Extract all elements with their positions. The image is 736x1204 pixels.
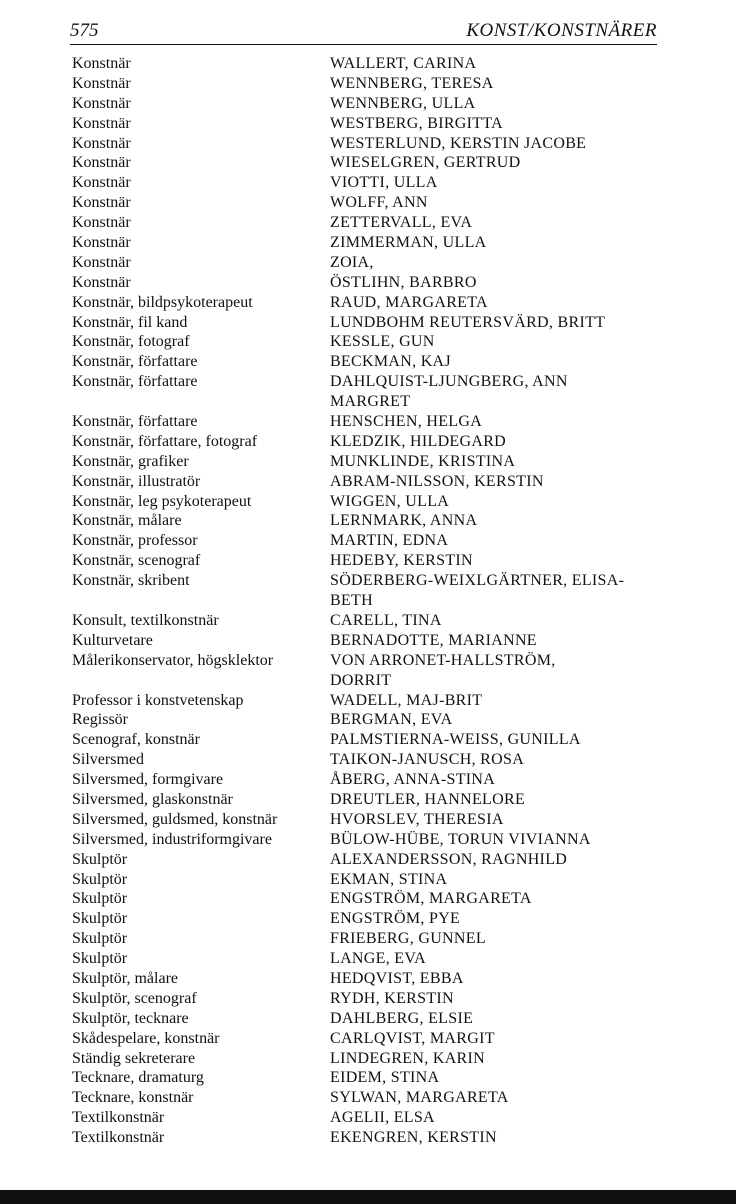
person-name: ÅBERG, ANNA-STINA [330, 771, 496, 789]
occupation: Ständig sekreterare [72, 1049, 196, 1067]
occupation: Konstnär [72, 114, 131, 132]
list-item [72, 392, 672, 412]
person-name: BERNADOTTE, MARIANNE [330, 631, 537, 649]
occupation: Regissör [72, 711, 128, 729]
occupation: Skulptör [72, 910, 128, 928]
occupation: Konstnär, författare [72, 373, 198, 391]
person-name: KLEDZIK, HILDEGARD [330, 432, 507, 450]
occupation: Skulptör, tecknare [72, 1009, 189, 1027]
person-name: MUNKLINDE, KRISTINA [330, 452, 516, 470]
person-name: WENNBERG, TERESA [330, 74, 494, 92]
occupation: Skulptör [72, 850, 128, 868]
occupation: Silversmed, guldsmed, konstnär [72, 810, 278, 828]
list-item [72, 273, 672, 293]
list-item [72, 74, 672, 94]
entry-list [72, 54, 672, 1148]
person-name: DAHLQUIST-LJUNGBERG, ANN [330, 373, 568, 391]
person-name: ALEXANDERSSON, RAGNHILD [330, 850, 568, 868]
list-item [72, 770, 672, 790]
occupation: Professor i konstvetenskap [72, 691, 244, 709]
list-item [72, 1029, 672, 1049]
list-item [72, 750, 672, 770]
occupation: Konstnär, författare [72, 413, 198, 431]
occupation: Tecknare, dramaturg [72, 1069, 204, 1087]
list-item [72, 332, 672, 352]
list-item [72, 54, 672, 74]
list-item [72, 909, 672, 929]
occupation: Silversmed, glaskonstnär [72, 790, 233, 808]
person-name: EKMAN, STINA [330, 870, 448, 888]
occupation: Skådespelare, konstnär [72, 1029, 220, 1047]
list-item [72, 870, 672, 890]
list-item [72, 94, 672, 114]
occupation: Skulptör, målare [72, 969, 178, 987]
page-number: 575 [70, 20, 99, 41]
person-name: WESTBERG, BIRGITTA [330, 114, 503, 132]
list-item [72, 611, 672, 631]
person-name: DAHLBERG, ELSIE [330, 1009, 474, 1027]
list-item [72, 591, 672, 611]
occupation: Målerikonservator, högsklektor [72, 651, 274, 669]
person-name: SYLWAN, MARGARETA [330, 1089, 509, 1107]
list-item [72, 571, 672, 591]
occupation: Konstnär [72, 234, 131, 252]
person-name: MARTIN, EDNA [330, 532, 449, 550]
person-name: EIDEM, STINA [330, 1069, 440, 1087]
occupation: Konstnär [72, 174, 131, 192]
page-header [70, 18, 657, 45]
person-name: EKENGREN, KERSTIN [330, 1129, 497, 1147]
person-name: AGELII, ELSA [330, 1109, 435, 1127]
person-name: FRIEBERG, GUNNEL [330, 930, 486, 948]
person-name: LERNMARK, ANNA [330, 512, 478, 530]
person-name: KESSLE, GUN [330, 333, 435, 351]
person-name: DORRIT [330, 671, 392, 689]
person-name: BECKMAN, KAJ [330, 353, 451, 371]
list-item [72, 949, 672, 969]
occupation: Tecknare, konstnär [72, 1089, 194, 1107]
list-item [72, 1108, 672, 1128]
list-item [72, 551, 672, 571]
list-item [72, 472, 672, 492]
occupation: Konstnär, författare, fotograf [72, 432, 258, 450]
list-item [72, 213, 672, 233]
person-name: BÜLOW-HÜBE, TORUN VIVIANNA [330, 830, 591, 848]
list-item [72, 889, 672, 909]
occupation: Textilkonstnär [72, 1129, 165, 1147]
occupation: Konstnär, författare [72, 353, 198, 371]
list-item [72, 193, 672, 213]
person-name: ABRAM-NILSSON, KERSTIN [330, 472, 544, 490]
occupation: Konstnär [72, 134, 131, 152]
occupation: Skulptör [72, 930, 128, 948]
occupation: Kulturvetare [72, 631, 153, 649]
person-name: BERGMAN, EVA [330, 711, 453, 729]
person-name: ZETTERVALL, EVA [330, 214, 473, 232]
occupation: Skulptör [72, 950, 128, 968]
list-item [72, 253, 672, 273]
person-name: SÖDERBERG-WEIXLGÄRTNER, ELISA- [330, 572, 625, 590]
person-name: WOLFF, ANN [330, 194, 428, 212]
person-name: TAIKON-JANUSCH, ROSA [330, 751, 525, 769]
person-name: MARGRET [330, 393, 411, 411]
list-item [72, 313, 672, 333]
list-item [72, 810, 672, 830]
list-item [72, 850, 672, 870]
list-item [72, 790, 672, 810]
person-name: VON ARRONET-HALLSTRÖM, [330, 651, 556, 669]
list-item [72, 233, 672, 253]
list-item [72, 730, 672, 750]
occupation: Konstnär, målare [72, 512, 182, 530]
occupation: Konstnär [72, 55, 131, 72]
person-name: HVORSLEV, THERESIA [330, 810, 504, 828]
occupation: Textilkonstnär [72, 1109, 165, 1127]
list-item [72, 929, 672, 949]
occupation: Konstnär, fil kand [72, 313, 188, 331]
occupation: Konstnär, fotograf [72, 333, 190, 351]
person-name: LANGE, EVA [330, 950, 427, 968]
person-name: RYDH, KERSTIN [330, 989, 454, 1007]
occupation: Skulptör [72, 890, 128, 908]
person-name: ENGSTRÖM, PYE [330, 910, 461, 928]
list-item [72, 631, 672, 651]
list-item [72, 710, 672, 730]
list-item [72, 1068, 672, 1088]
occupation: Konstnär, professor [72, 532, 198, 550]
list-item [72, 691, 672, 711]
person-name: WADELL, MAJ-BRIT [330, 691, 483, 709]
occupation: Konstnär [72, 94, 131, 112]
person-name: ZOIA, [330, 253, 374, 271]
occupation: Silversmed, formgivare [72, 771, 224, 789]
occupation: Scenograf, konstnär [72, 731, 200, 749]
bottom-border [0, 1190, 736, 1204]
occupation: Skulptör [72, 870, 128, 888]
running-title: KONST/KONSTNÄRER [466, 20, 657, 41]
list-item [72, 153, 672, 173]
person-name: WIESELGREN, GERTRUD [330, 154, 521, 172]
list-item [72, 1009, 672, 1029]
list-item [72, 1128, 672, 1148]
person-name: VIOTTI, ULLA [330, 174, 438, 192]
occupation: Konstnär [72, 273, 131, 291]
list-item [72, 671, 672, 691]
person-name: WENNBERG, ULLA [330, 94, 476, 112]
person-name: HEDEBY, KERSTIN [330, 552, 473, 570]
list-item [72, 293, 672, 313]
list-item [72, 452, 672, 472]
list-item [72, 352, 672, 372]
person-name: WIGGEN, ULLA [330, 492, 450, 510]
person-name: BETH [330, 592, 373, 610]
occupation: Silversmed [72, 751, 144, 769]
occupation: Konstnär, grafiker [72, 452, 189, 470]
occupation: Konstnär [72, 253, 131, 271]
list-item [72, 412, 672, 432]
list-item [72, 372, 672, 392]
list-item [72, 114, 672, 134]
person-name: ÖSTLIHN, BARBRO [330, 273, 477, 291]
occupation: Konstnär [72, 214, 131, 232]
occupation: Konstnär [72, 154, 131, 172]
occupation: Konstnär, illustratör [72, 472, 201, 490]
person-name: HEDQVIST, EBBA [330, 969, 464, 987]
list-item [72, 511, 672, 531]
person-name: WALLERT, CARINA [330, 55, 477, 72]
list-item [72, 651, 672, 671]
list-item [72, 173, 672, 193]
list-item [72, 1049, 672, 1069]
list-item [72, 432, 672, 452]
person-name: ENGSTRÖM, MARGARETA [330, 890, 532, 908]
occupation: Konstnär, bildpsykoterapeut [72, 293, 253, 311]
occupation: Konsult, textilkonstnär [72, 611, 219, 629]
person-name: ZIMMERMAN, ULLA [330, 234, 487, 252]
person-name: HENSCHEN, HELGA [330, 413, 483, 431]
person-name: RAUD, MARGARETA [330, 293, 488, 311]
occupation: Konstnär, leg psykoterapeut [72, 492, 252, 510]
person-name: LINDEGREN, KARIN [330, 1049, 486, 1067]
person-name: WESTERLUND, KERSTIN JACOBE [330, 134, 587, 152]
list-item [72, 531, 672, 551]
person-name: PALMSTIERNA-WEISS, GUNILLA [330, 731, 581, 749]
list-item [72, 989, 672, 1009]
list-item [72, 969, 672, 989]
person-name: LUNDBOHM REUTERSVÄRD, BRITT [330, 313, 606, 331]
list-item [72, 830, 672, 850]
occupation: Konstnär [72, 74, 131, 92]
occupation: Konstnär [72, 194, 131, 212]
list-item [72, 1088, 672, 1108]
list-item [72, 134, 672, 154]
occupation: Skulptör, scenograf [72, 989, 197, 1007]
occupation: Konstnär, skribent [72, 572, 190, 590]
person-name: CARELL, TINA [330, 611, 442, 629]
person-name: CARLQVIST, MARGIT [330, 1029, 495, 1047]
occupation: Konstnär, scenograf [72, 552, 201, 570]
occupation: Silversmed, industriformgivare [72, 830, 272, 848]
person-name: DREUTLER, HANNELORE [330, 790, 526, 808]
list-item [72, 492, 672, 512]
